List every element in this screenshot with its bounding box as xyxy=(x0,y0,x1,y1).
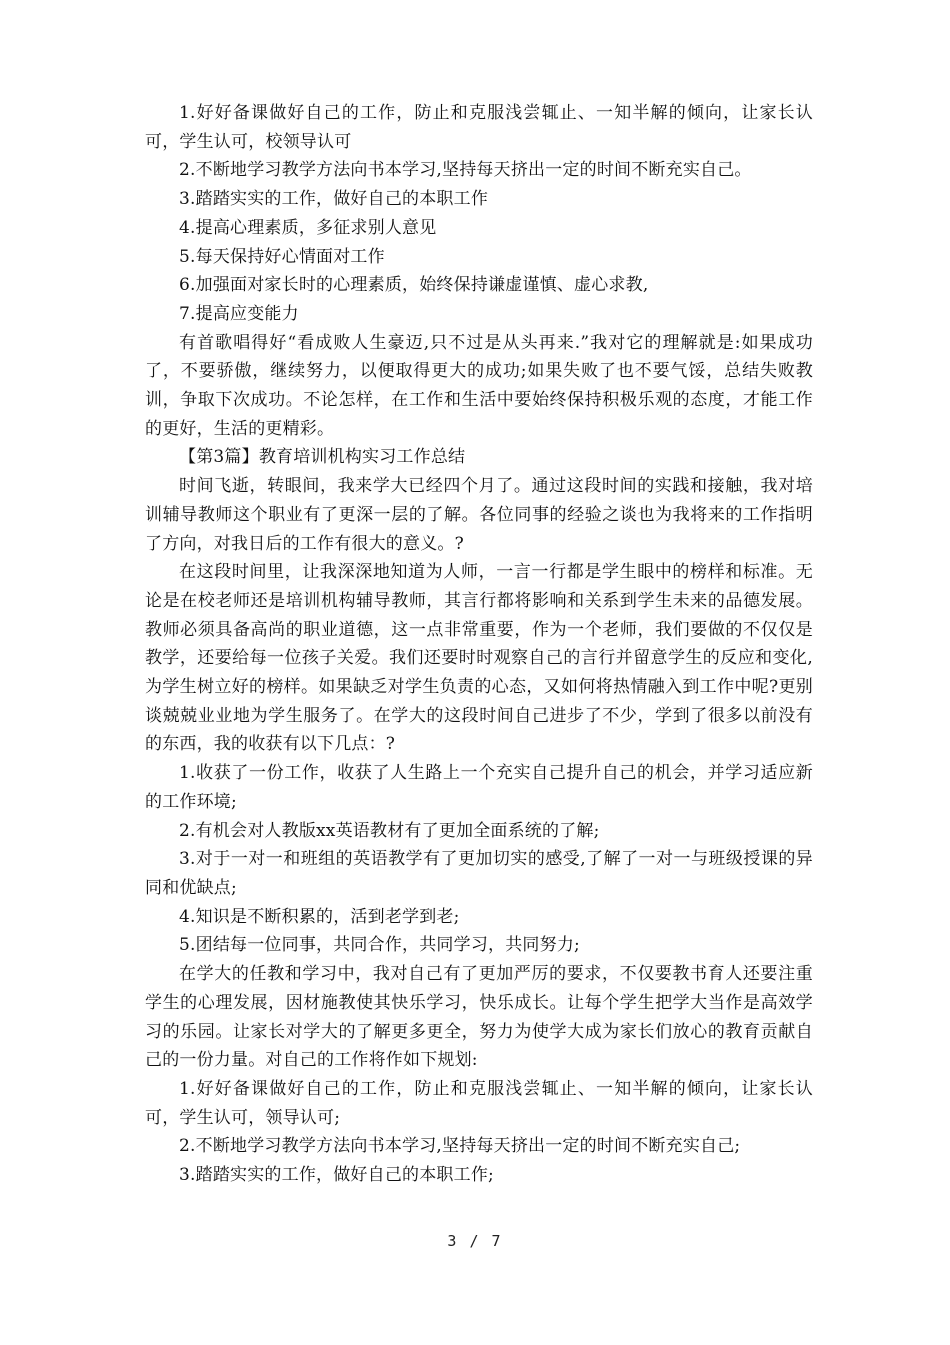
paragraph: 3.踏踏实实的工作，做好自己的本职工作; xyxy=(179,1165,494,1186)
paragraph: 在这段时间里，让我深深地知道为人师，一言一行都是学生眼中的榜样和标准。无论是在校老师还是培训机构辅导教师，其言行都将影响和关系到学生未来的品德发展。教师必须具备高尚的职业道德，这一点非常重要，作为一个老师，我们要做的不仅仅是教学，还要给每一位孩子关爱。我们还要时时观察自己的言行并留意学生的反应和变化,为学生树立好的榜样。如果缺乏对学生负责的心态，又如何将热情融入到工作中呢?更别谈兢兢业业地为学生服务了。在学大的这段时间自己进步了不少，学到了很多以前没有的东西，我的收获有以下几点：? xyxy=(145,562,813,755)
paragraph: 1.收获了一份工作，收获了人生路上一个充实自己提升自己的机会，并学习适应新的工作环境; xyxy=(145,763,813,812)
paragraph: 有首歌唱得好“看成败人生豪迈,只不过是从头再来.”我对它的理解就是:如果成功了，不要骄傲，继续努力，以便取得更大的成功;如果失败了也不要气馁，总结失败教训，争取下次成功。不论怎样，在工作和生活中要始终保持积极乐观的态度，才能工作的更好，生活的更精彩。 xyxy=(145,332,813,439)
paragraph: 4.知识是不断积累的，活到老学到老; xyxy=(179,906,460,927)
paragraph: 1.好好备课做好自己的工作，防止和克服浅尝辄止、一知半解的倾向，让家长认可，学生认可，校领导认可 xyxy=(145,103,813,152)
paragraph: 4.提高心理素质，多征求别人意见 xyxy=(179,217,437,238)
paragraph: 在学大的任教和学习中，我对自己有了更加严厉的要求，不仅要教书育人还要注重学生的心理发展，因材施教使其快乐学习，快乐成长。让每个学生把学大当作是高效学习的乐园。让家长对学大的了解更多更全，努力为使学大成为家长们放心的教育贡献自己的一份力量。对自己的工作将作如下规划: xyxy=(145,964,813,1071)
paragraph: 时间飞逝，转眼间，我来学大已经四个月了。通过这段时间的实践和接触，我对培训辅导教师这个职业有了更深一层的了解。各位同事的经验之谈也为我将来的工作指明了方向，对我日后的工作有很大的意义。? xyxy=(145,476,813,554)
paragraph: 3.踏踏实实的工作，做好自己的本职工作 xyxy=(179,189,489,210)
paragraph: 2.有机会对人教版xx英语教材有了更加全面系统的了解; xyxy=(179,820,600,841)
paragraph: 5.团结每一位同事，共同合作，共同学习，共同努力; xyxy=(179,935,580,956)
section-heading: 【第3篇】教育培训机构实习工作总结 xyxy=(179,447,466,468)
page-number: 3 / 7 xyxy=(447,1232,503,1250)
document-body xyxy=(145,99,813,1190)
paragraph: 7.提高应变能力 xyxy=(179,303,299,324)
paragraph: 2.不断地学习教学方法向书本学习,坚持每天挤出一定的时间不断充实自己。 xyxy=(179,160,752,181)
paragraph: 1.好好备课做好自己的工作，防止和克服浅尝辄止、一知半解的倾向，让家长认可，学生认可，领导认可; xyxy=(145,1078,813,1128)
paragraph: 2.不断地学习教学方法向书本学习,坚持每天挤出一定的时间不断充实自己; xyxy=(179,1136,741,1157)
paragraph: 5.每天保持好心情面对工作 xyxy=(179,246,385,267)
paragraph: 6.加强面对家长时的心理素质，始终保持谦虚谨慎、虚心求教, xyxy=(179,275,649,296)
paragraph: 3.对于一对一和班组的英语教学有了更加切实的感受,了解了一对一与班级授课的异同和优缺点; xyxy=(145,849,813,898)
